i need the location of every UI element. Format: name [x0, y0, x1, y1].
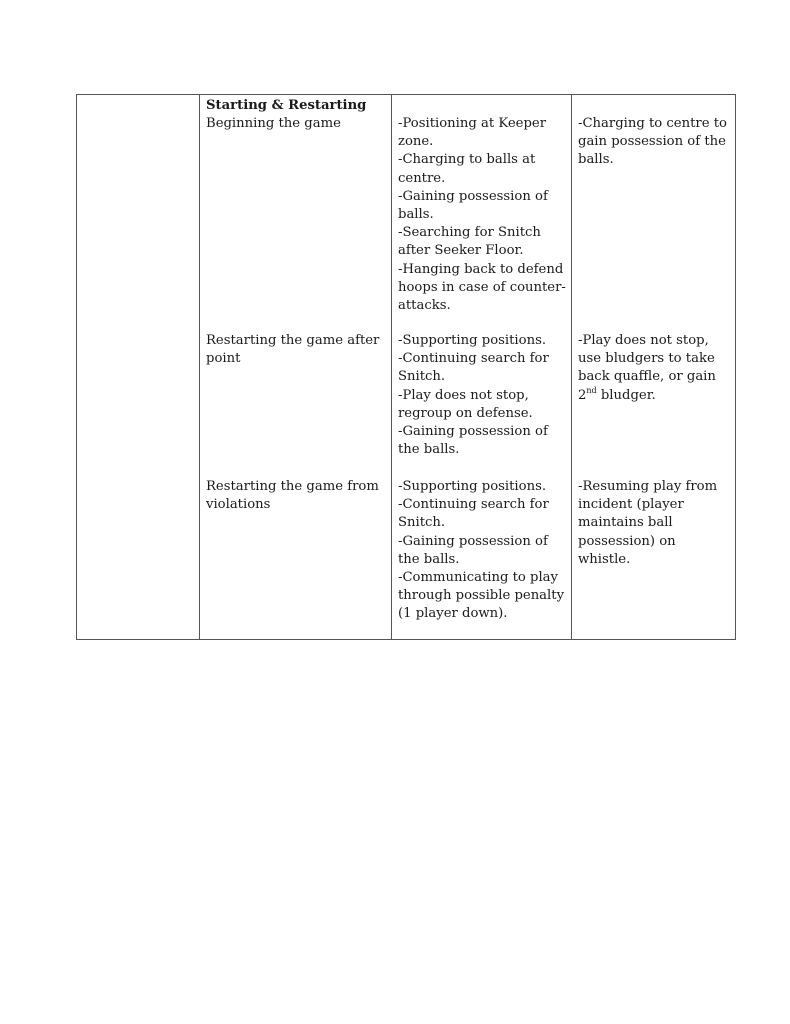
cell-line: -Continuing search for: [398, 497, 549, 513]
cell-line: balls.: [578, 152, 614, 168]
column-divider: [571, 95, 572, 639]
cell-line: -Communicating to play: [398, 570, 558, 586]
row-1-col4: [578, 115, 727, 170]
situation-text: point: [206, 351, 241, 367]
situation-text: Restarting the game after: [206, 333, 380, 348]
cell-line: through possible penalty: [398, 588, 565, 604]
row-2-col4: [578, 332, 716, 405]
situation-text: violations: [206, 497, 271, 513]
cell-line: -Searching for Snitch: [398, 225, 541, 241]
cell-line: Snitch.: [398, 369, 446, 385]
cell-line: (1 player down).: [398, 606, 508, 622]
cell-line: back quaffle, or gain: [578, 369, 716, 385]
row-1-col3: [398, 115, 566, 315]
cell-line: -Resuming play from: [578, 479, 718, 494]
cell-line: regroup on defense.: [398, 405, 533, 421]
cell-line: hoops in case of counter-: [398, 279, 566, 295]
section-heading-text: Starting & Restarting: [206, 98, 367, 113]
cell-line: attacks.: [398, 298, 451, 314]
row-2-situation: [206, 332, 379, 368]
cell-line: balls.: [398, 207, 434, 223]
cell-line: after Seeker Floor.: [398, 243, 524, 259]
ordinal-number: 2: [578, 387, 587, 403]
cell-line: -Play does not stop,: [398, 387, 529, 403]
cell-line: use bludgers to take: [578, 351, 715, 367]
column-divider: [391, 95, 392, 639]
row-2-col3: [398, 332, 549, 459]
cell-line: possession) on: [578, 533, 676, 549]
activity-table: [76, 94, 736, 640]
cell-line: -Charging to centre to: [578, 116, 727, 131]
situation-text: Beginning the game: [206, 116, 341, 131]
cell-line: -Positioning at Keeper: [398, 116, 547, 131]
cell-line: -Hanging back to defend: [398, 261, 564, 277]
cell-line: -Play does not stop,: [578, 333, 709, 348]
cell-line: -Gaining possession of: [398, 533, 548, 549]
column-divider: [199, 95, 200, 639]
cell-line: Snitch.: [398, 515, 446, 531]
cell-line: the balls.: [398, 551, 460, 567]
row-1-situation: [206, 115, 341, 133]
cell-line: whistle.: [578, 551, 631, 567]
cell-line: incident (player: [578, 497, 684, 513]
row-3-col4: [578, 478, 717, 569]
situation-text: Restarting the game from: [206, 479, 379, 494]
cell-line: [578, 387, 716, 405]
cell-line: maintains ball: [578, 515, 673, 531]
ordinal-suffix: nd: [586, 385, 597, 395]
cell-line: centre.: [398, 170, 446, 186]
ordinal-rest: bludger.: [596, 387, 656, 403]
cell-line: -Supporting positions.: [398, 479, 547, 494]
section-heading: [206, 97, 366, 115]
cell-line: gain possession of the: [578, 134, 726, 150]
cell-line: zone.: [398, 134, 434, 150]
row-3-col3: [398, 478, 564, 624]
cell-line: -Charging to balls at: [398, 152, 536, 168]
cell-line: -Gaining possession of: [398, 188, 548, 204]
cell-line: the balls.: [398, 442, 460, 458]
cell-line: -Supporting positions.: [398, 333, 547, 348]
cell-line: -Gaining possession of: [398, 424, 548, 440]
row-3-situation: [206, 478, 379, 514]
cell-line: -Continuing search for: [398, 351, 549, 367]
